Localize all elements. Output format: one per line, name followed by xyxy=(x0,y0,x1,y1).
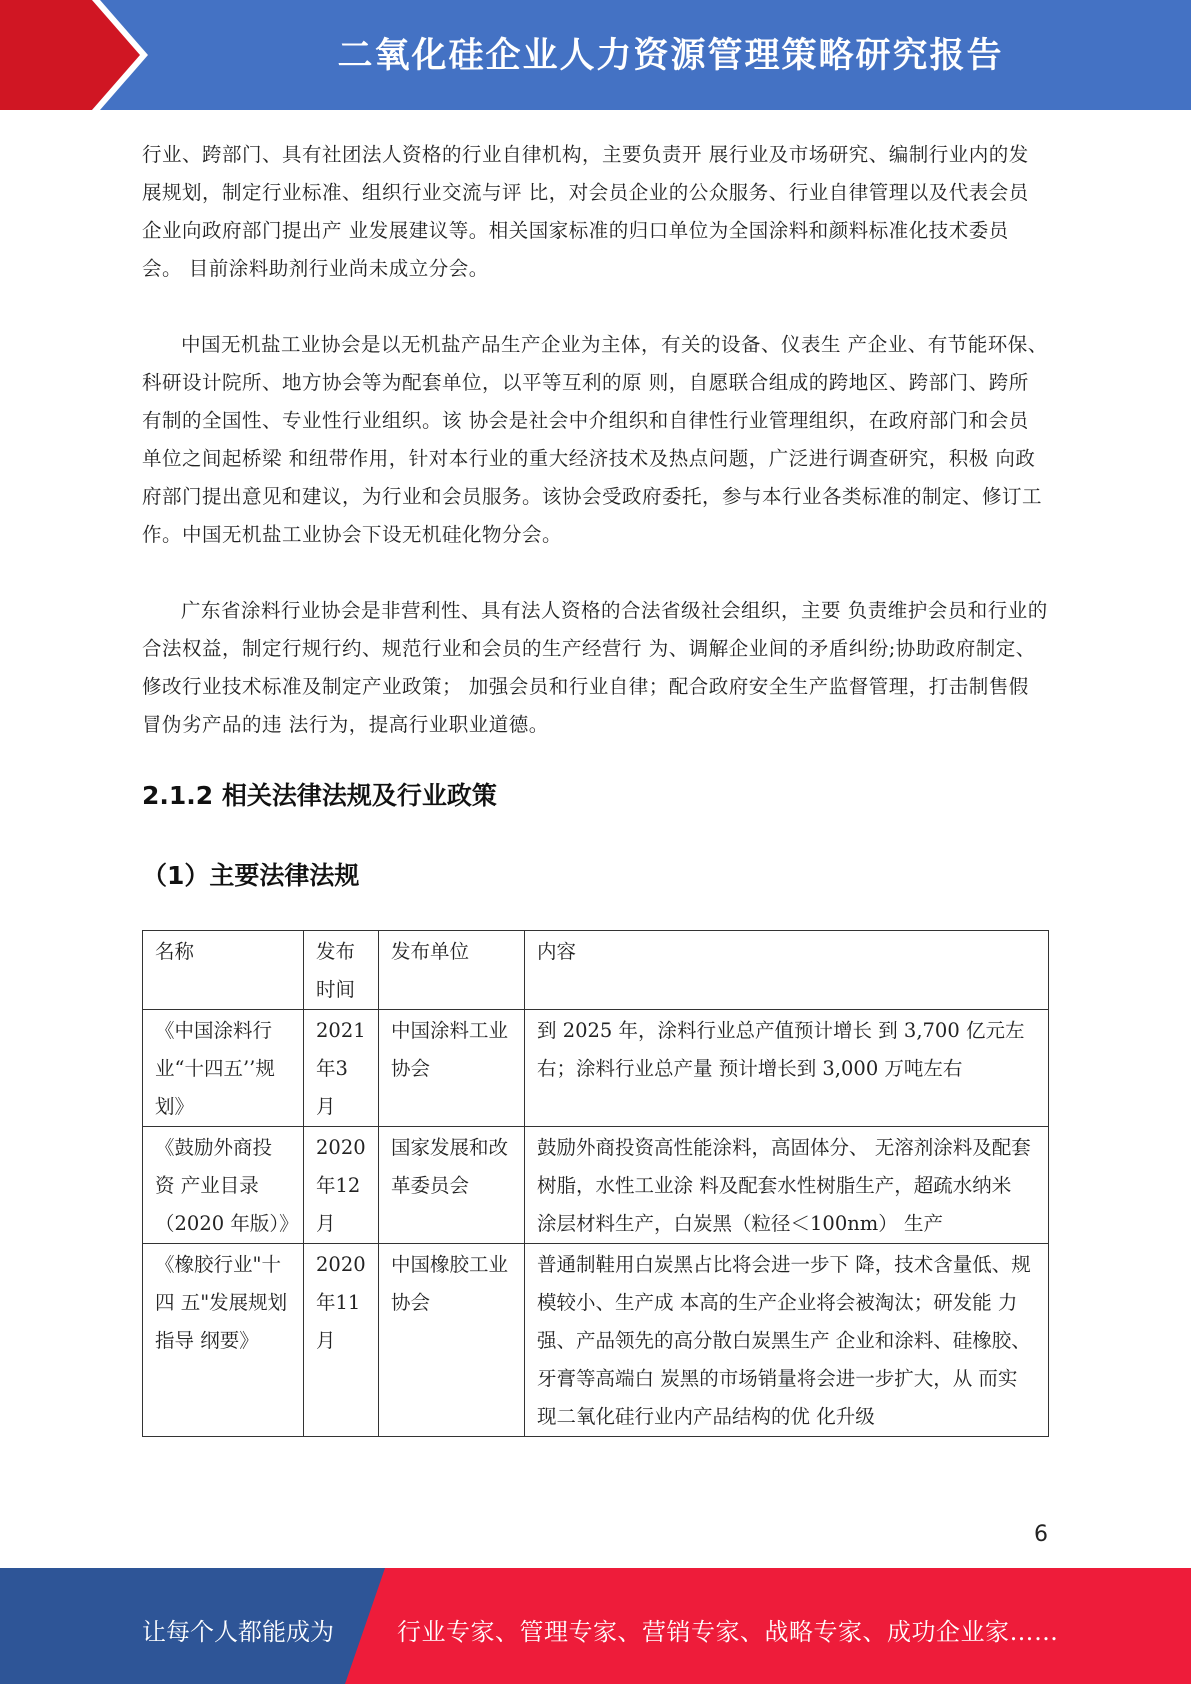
footer-slogan-right: 行业专家、管理专家、营销专家、战略专家、成功企业家…… xyxy=(397,1618,1059,1646)
body-text xyxy=(142,136,1048,744)
header-release-time: 发布时间 xyxy=(304,931,379,1010)
header-name: 名称 xyxy=(143,931,304,1010)
table-row xyxy=(143,1127,1049,1244)
cell-content: 鼓励外商投资高性能涂料，高固体分、 无溶剂涂料及配套树脂，水性工业涂 料及配套水性树脂生产，超疏水纳米 涂层材料生产，白炭黑（粒径＜100nm） 生产 xyxy=(525,1127,1049,1244)
laws-table xyxy=(142,930,1049,1437)
paragraph-guangdong-coatings-association: 广东省涂料行业协会是非营利性、具有法人资格的合法省级社会组织，主要 负责维护会员和行业的合法权益，制定行规行约、规范行业和会员的生产经营行 为、调解企业间的矛盾纠纷;协助政府制定、修改行业技术标准及制定产业政策； 加强会员和行业自律；配合政府安全生产监督管理，打击制售假冒伪劣产品的违 法行为，提高行业职业道德。 xyxy=(142,599,1048,736)
table-header-row xyxy=(143,931,1049,1010)
table-row xyxy=(143,1244,1049,1437)
header-issuer: 发布单位 xyxy=(379,931,525,1010)
cell-issuer: 中国橡胶工业 协会 xyxy=(379,1244,525,1437)
paragraph-inorganic-salt-association: 中国无机盐工业协会是以无机盐产品生产企业为主体，有关的设备、仪表生 产企业、有节能环保、科研设计院所、地方协会等为配套单位，以平等互利的原 则，自愿联合组成的跨地区、跨部门、跨所有制的全国性、专业性行业组织。该 协会是社会中介组织和自律性行业管理组织，在政府部门和会员单位之间起桥梁 和纽带作用，针对本行业的重大经济技术及热点问题，广泛进行调查研究，积极 向政府部门提出意见和建议，为行业和会员服务。该协会受政府委托，参与本行业各类标准的制定、修订工作。中国无机盐工业协会下设无机硅化物分会。 xyxy=(142,333,1048,546)
page-footer xyxy=(0,1568,1191,1684)
section-heading: 2.1.2 相关法律法规及行业政策 xyxy=(142,781,497,810)
table-row xyxy=(143,1010,1049,1127)
page-number: 6 xyxy=(1034,1522,1048,1547)
cell-release-time: 2021年3月 xyxy=(304,1010,379,1127)
cell-name: 《鼓励外商投资 产业目录（2020 年版）》 xyxy=(143,1127,304,1244)
cell-issuer: 国家发展和改 革委员会 xyxy=(379,1127,525,1244)
cell-issuer: 中国涂料工业 协会 xyxy=(379,1010,525,1127)
page-header xyxy=(0,0,1191,110)
report-title: 二氧化硅企业人力资源管理策略研究报告 xyxy=(337,36,1004,76)
footer-slogan-left: 让每个人都能成为 xyxy=(142,1618,334,1646)
cell-name: 《橡胶行业"十四 五"发展规划指导 纲要》 xyxy=(143,1244,304,1437)
header-arrow-decoration xyxy=(0,0,150,110)
cell-content: 普通制鞋用白炭黑占比将会进一步下 降，技术含量低、规模较小、生产成 本高的生产企业将会被淘汰；研发能 力强、产品领先的高分散白炭黑生产 企业和涂料、硅橡胶、牙膏等高端白 炭黑的市场销量将会进一步扩大，从 而实现二氧化硅行业内产品结构的优 化升级 xyxy=(525,1244,1049,1437)
cell-name: 《中国涂料行业“十四五’’规划》 xyxy=(143,1010,304,1127)
cell-release-time: 2020年11月 xyxy=(304,1244,379,1437)
header-content: 内容 xyxy=(525,931,1049,1010)
cell-content: 到 2025 年，涂料行业总产值预计增长 到 3,700 亿元左右；涂料行业总产量 预计增长到 3,000 万吨左右 xyxy=(525,1010,1049,1127)
paragraph-association-continued: 行业、跨部门、具有社团法人资格的行业自律机构，主要负责开 展行业及市场研究、编制行业内的发展规划，制定行业标准、组织行业交流与评 比，对会员企业的公众服务、行业自律管理以及代表会员企业向政府部门提出产 业发展建议等。相关国家标准的归口单位为全国涂料和颜料标准化技术委员会。 目前涂料助剂行业尚未成立分会。 xyxy=(142,143,1029,280)
cell-release-time: 2020年12月 xyxy=(304,1127,379,1244)
subsection-heading: （1）主要法律法规 xyxy=(142,861,360,890)
